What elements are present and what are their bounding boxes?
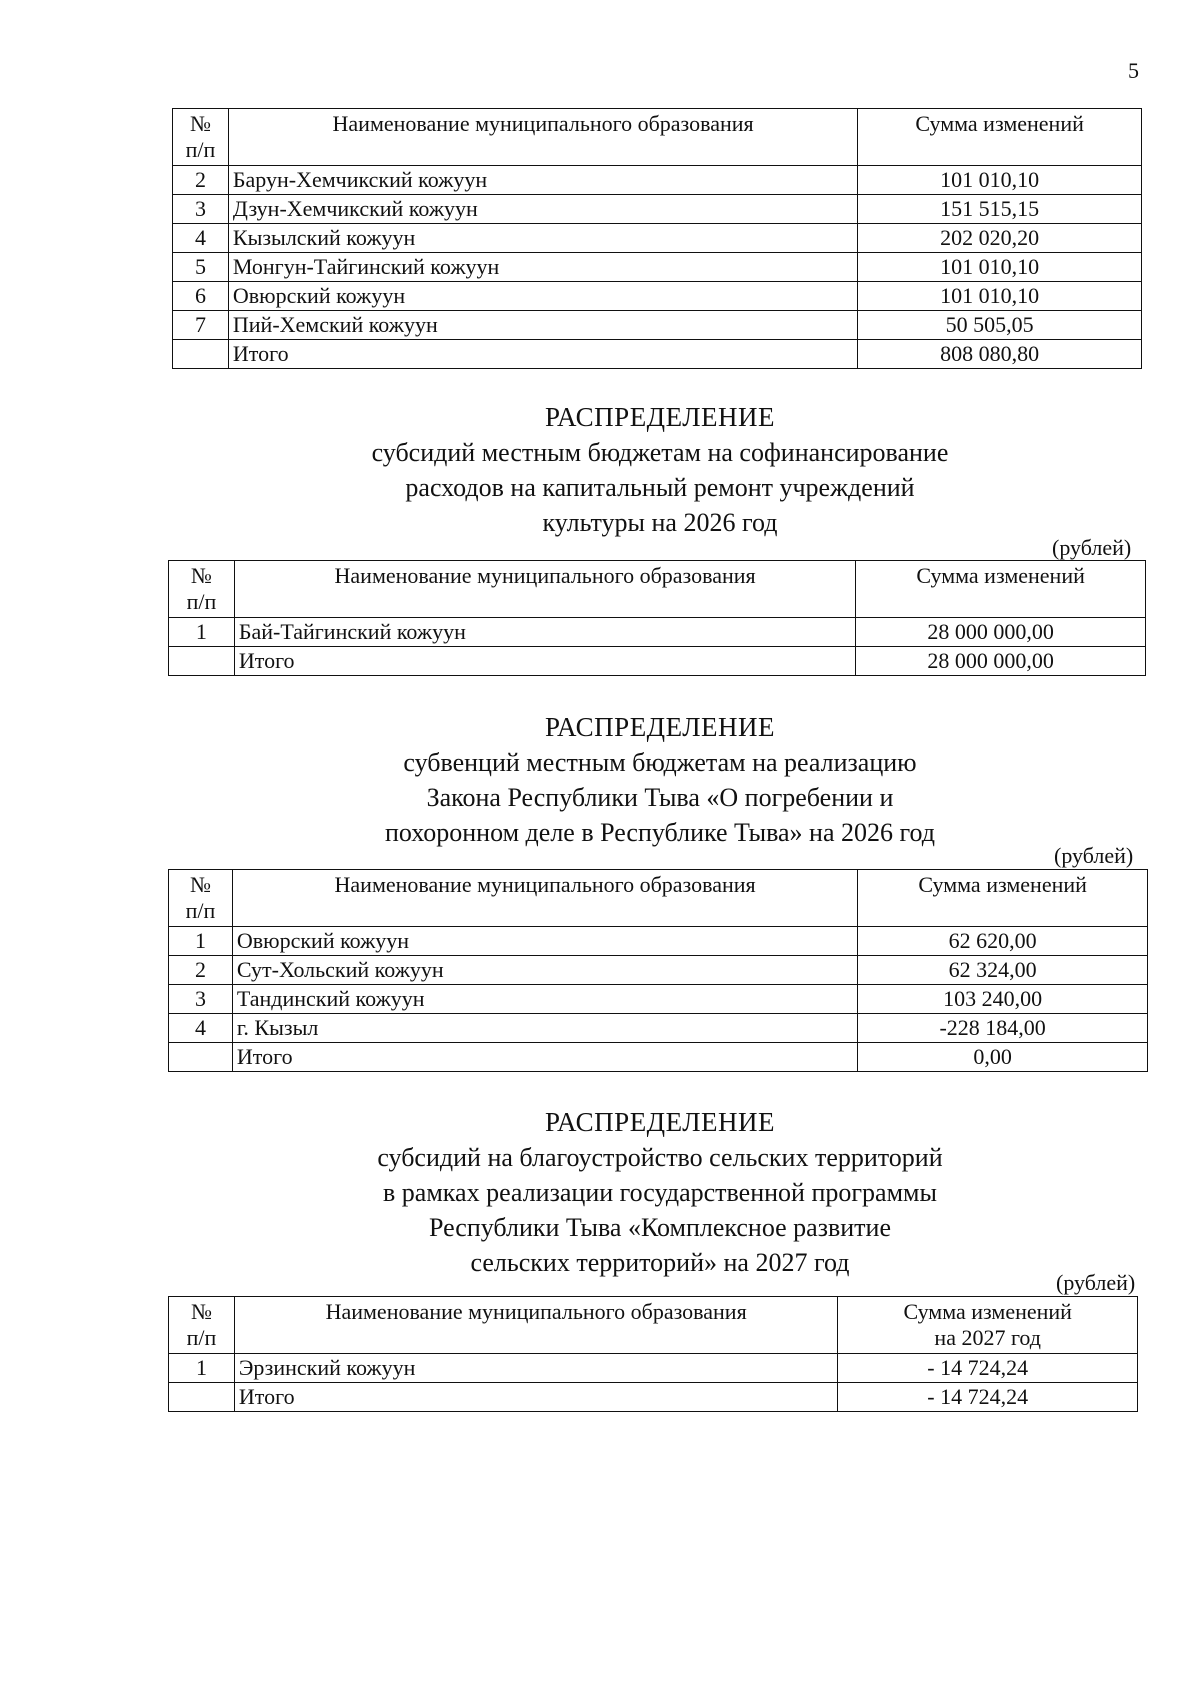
row-name: Бай-Тайгинский кожуун [234, 618, 855, 647]
row-sum: 101 010,10 [858, 166, 1142, 195]
total-label: Итого [234, 647, 855, 676]
total-num [173, 340, 229, 369]
table-row [173, 195, 1142, 224]
section-subtitle: в рамках реализации государственной программы [383, 1178, 937, 1207]
page-number: 5 [1128, 58, 1139, 83]
total-row [173, 340, 1142, 369]
section-subtitle: Республики Тыва «Комплексное развитие [428, 1213, 891, 1242]
row-name: Монгун-Тайгинский кожуун [228, 253, 857, 282]
table-row [173, 166, 1142, 195]
row-num: 5 [173, 253, 229, 282]
unit-label: (рублей) [1054, 843, 1134, 868]
table-4 [168, 1296, 1138, 1412]
row-name: Пий-Хемский кожуун [228, 311, 857, 340]
section-4-title [0, 1105, 1200, 1280]
table-row [173, 253, 1142, 282]
total-sum: 0,00 [858, 1043, 1148, 1072]
col-num-header: № п/п [169, 870, 233, 927]
total-row [169, 1043, 1148, 1072]
row-sum: 101 010,10 [858, 253, 1142, 282]
row-num: 1 [169, 927, 233, 956]
row-num: 4 [173, 224, 229, 253]
total-label: Итого [232, 1043, 857, 1072]
total-sum: 28 000 000,00 [856, 647, 1146, 676]
table-row [169, 927, 1148, 956]
row-num: 2 [169, 956, 233, 985]
table-header [169, 561, 1146, 618]
col-name-header: Наименование муниципального образования [232, 870, 857, 927]
col-num-header: № п/п [169, 561, 235, 618]
unit-label: (рублей) [1056, 1270, 1136, 1295]
col-sum-header: Сумма изменений [858, 870, 1148, 927]
row-num: 3 [173, 195, 229, 224]
section-title: РАСПРЕДЕЛЕНИЕ [544, 402, 776, 432]
row-name: г. Кызыл [232, 1014, 857, 1043]
col-sum-header: Сумма изменений [856, 561, 1146, 618]
row-sum: 101 010,10 [858, 282, 1142, 311]
col-num-header: № п/п [173, 109, 229, 166]
col-sum-header: Сумма изменений на 2027 год [838, 1297, 1138, 1354]
row-name: Барун-Хемчикский кожуун [228, 166, 857, 195]
table-row [173, 282, 1142, 311]
row-num: 1 [169, 1354, 235, 1383]
section-title: РАСПРЕДЕЛЕНИЕ [544, 1107, 776, 1137]
unit-label: (рублей) [1052, 535, 1132, 560]
table-row [169, 956, 1148, 985]
table-row [173, 224, 1142, 253]
row-num: 3 [169, 985, 233, 1014]
row-sum: 103 240,00 [858, 985, 1148, 1014]
row-sum: 202 020,20 [858, 224, 1142, 253]
row-sum: -228 184,00 [858, 1014, 1148, 1043]
section-3-title [0, 710, 1200, 850]
total-num [169, 647, 235, 676]
row-sum: 62 324,00 [858, 956, 1148, 985]
row-name: Овюрский кожуун [232, 927, 857, 956]
row-name: Эрзинский кожуун [234, 1354, 838, 1383]
row-name: Сут-Хольский кожуун [232, 956, 857, 985]
table-3 [168, 869, 1148, 1072]
table-row [169, 985, 1148, 1014]
table-1 [172, 108, 1142, 369]
col-name-header: Наименование муниципального образования [228, 109, 857, 166]
col-num-header: № п/п [169, 1297, 235, 1354]
col-sum-header: Сумма изменений [858, 109, 1142, 166]
row-num: 2 [173, 166, 229, 195]
table-row [169, 1014, 1148, 1043]
section-title: РАСПРЕДЕЛЕНИЕ [544, 712, 776, 742]
col-name-header: Наименование муниципального образования [234, 1297, 838, 1354]
row-sum: 151 515,15 [858, 195, 1142, 224]
total-row [169, 647, 1146, 676]
section-subtitle: субвенций местным бюджетам на реализацию [403, 748, 917, 777]
total-row [169, 1383, 1138, 1412]
section-2-title [0, 400, 1200, 540]
total-sum: 808 080,80 [858, 340, 1142, 369]
total-num [169, 1383, 235, 1412]
section-subtitle: субсидий местным бюджетам на софинансирование [371, 438, 949, 467]
row-name: Овюрский кожуун [228, 282, 857, 311]
row-sum: 50 505,05 [858, 311, 1142, 340]
total-label: Итого [234, 1383, 838, 1412]
table-header [169, 870, 1148, 927]
table-header [169, 1297, 1138, 1354]
table-header [173, 109, 1142, 166]
section-subtitle: сельских территорий» на 2027 год [470, 1248, 850, 1277]
row-num: 1 [169, 618, 235, 647]
row-name: Дзун-Хемчикский кожуун [228, 195, 857, 224]
row-sum: - 14 724,24 [838, 1354, 1138, 1383]
section-subtitle: субсидий на благоустройство сельских территорий [377, 1143, 943, 1172]
total-sum: - 14 724,24 [838, 1383, 1138, 1412]
total-num [169, 1043, 233, 1072]
table-row [169, 1354, 1138, 1383]
section-subtitle: расходов на капитальный ремонт учреждений [405, 473, 915, 502]
table-row [169, 618, 1146, 647]
row-sum: 62 620,00 [858, 927, 1148, 956]
section-subtitle: похоронном деле в Республике Тыва» на 2026 год [384, 818, 935, 847]
section-subtitle: культуры на 2026 год [542, 508, 778, 537]
row-num: 7 [173, 311, 229, 340]
table-row [173, 311, 1142, 340]
row-name: Тандинский кожуун [232, 985, 857, 1014]
table-2 [168, 560, 1146, 676]
row-name: Кызылский кожуун [228, 224, 857, 253]
row-sum: 28 000 000,00 [856, 618, 1146, 647]
total-label: Итого [228, 340, 857, 369]
row-num: 6 [173, 282, 229, 311]
col-name-header: Наименование муниципального образования [234, 561, 855, 618]
section-subtitle: Закона Республики Тыва «О погребении и [426, 783, 894, 812]
row-num: 4 [169, 1014, 233, 1043]
